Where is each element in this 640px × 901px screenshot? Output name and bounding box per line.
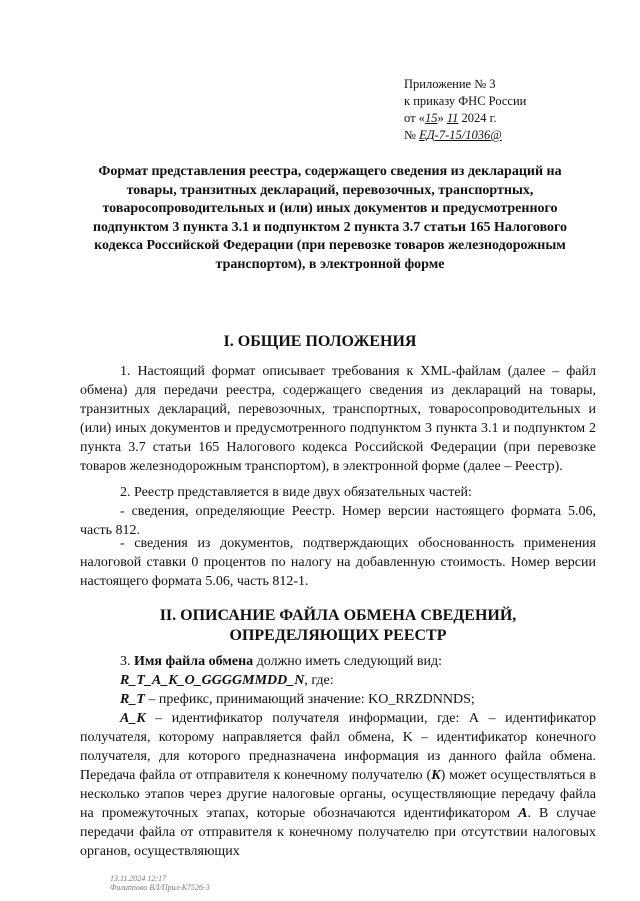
handwritten-number: ЕД-7-15/1036@ xyxy=(419,128,502,142)
footer-stamp: 13.11.2024 12:17 Филиппово ВЛ/Прил-К7526-3 xyxy=(110,874,210,892)
section2-paragraph1: 3. Имя файла обмена должно иметь следующий вид: xyxy=(120,654,443,669)
document-title: Формат представления реестра, содержащего сведения из деклараций на товары, транзитных деклараций, перевозочных, транспортных, товаросопроводительных и (или) иных документов и предусмотренного подпунктом 3 пункта 3.1 и подпунктом 2 пункта 3.7 статьи 165 Налогового кодекса Российской Федерации (при перевозке товаров железнодорожным транспортом), в электронной форме xyxy=(92,164,568,272)
handwritten-month: 11 xyxy=(446,111,459,125)
appendix-number: № ЕД-7-15/1036@ xyxy=(404,128,502,142)
section2-paragraph3: R_T – префикс, принимающий значение: KO_RRZDNNDS; xyxy=(120,692,475,707)
appendix-line1: Приложение № 3 xyxy=(404,77,496,91)
section2-paragraph2: R_T_A_K_O_GGGGMMDD_N, где: xyxy=(120,673,334,688)
section1-paragraph1: 1. Настоящий формат описывает требования к XML-файлам (далее – файл обмена) для передачи реестра, содержащего сведения из деклараций на товары, транзитных деклараций, перевозочных, транспортных, товаросопроводительных и (или) иных документов и предусмотренного подпунктом 3 пункта 3.1 и подпунктом 2 пункта 3.7 статьи 165 Налогового кодекса Российской Федерации (при перевозке товаров железнодорожным транспортом), в электронной форме (далее – Реестр). xyxy=(80,364,596,474)
section1-paragraph2: 2. Реестр представляется в виде двух обязательных частей: xyxy=(120,485,472,500)
section1-heading: I. ОБЩИЕ ПОЛОЖЕНИЯ xyxy=(223,333,417,350)
section2-paragraph4: A_K – идентификатор получателя информации, где: А – идентификатор получателя, которому направляется файл обмена, K – идентификатор конечного получателя, для которого предназначена информация из данного файла обмена. Передача файла от отправителя к конечному получателю (K) может осуществляться в несколько этапов через другие налоговые органы, осуществляющие передачу файла на промежуточных этапах, которые обозначаются идентификатором А. В случае передачи файла от отправителя к конечному получателю при отсутствии налоговых органов, осуществляющих xyxy=(80,711,596,859)
appendix-date: от «15» 11 2024 г. xyxy=(404,111,497,125)
appendix-line2: к приказу ФНС России xyxy=(404,94,527,108)
section1-paragraph3: - сведения, определяющие Реестр. Номер версии настоящего формата 5.06, часть 812. xyxy=(80,504,596,538)
appendix-block xyxy=(404,76,526,144)
section2-heading: II. ОПИСАНИЕ ФАЙЛА ОБМЕНА СВЕДЕНИЙ, ОПРЕДЕЛЯЮЩИХ РЕЕСТР xyxy=(159,607,517,644)
handwritten-day: 15 xyxy=(424,111,438,125)
section1-paragraph4: - сведения из документов, подтверждающих обоснованность применения налоговой ставки 0 процентов по налогу на добавленную стоимость. Номер версии настоящего формата 5.06, часть 812-1. xyxy=(80,536,596,589)
